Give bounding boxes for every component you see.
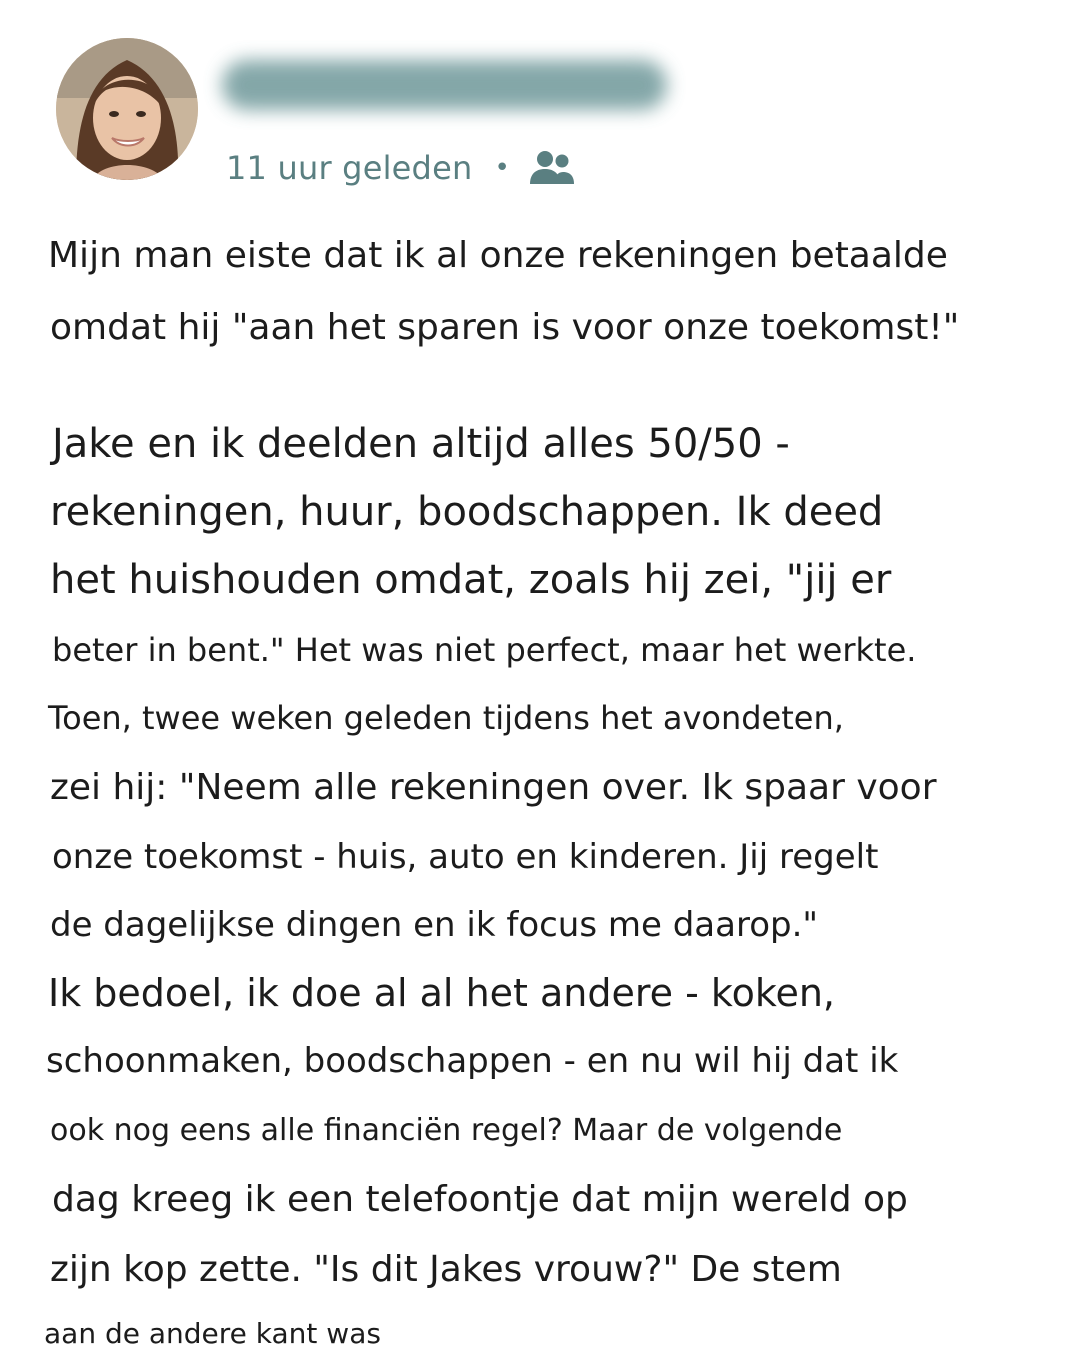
post-text-line: ook nog eens alle financiën regel? Maar de volgende xyxy=(50,1113,843,1148)
post-text-line: dag kreeg ik een telefoontje dat mijn wereld op xyxy=(52,1179,908,1220)
post-text-line: het huishouden omdat, zoals hij zei, "jij er xyxy=(50,557,892,603)
post-text-line: de dagelijkse dingen en ik focus me daarop." xyxy=(50,905,819,945)
post-text-line: aan de andere kant was xyxy=(44,1317,381,1350)
post-text-line: Mijn man eiste dat ik al onze rekeningen betaalde xyxy=(48,235,948,276)
post-text-line: Jake en ik deelden altijd alles 50/50 - xyxy=(52,421,790,467)
meta-separator: • xyxy=(494,153,510,183)
post-timestamp[interactable]: 11 uur geleden xyxy=(226,149,473,187)
post-text-line: Toen, twee weken geleden tijdens het avondeten, xyxy=(48,699,844,737)
post-text-line: omdat hij "aan het sparen is voor onze toekomst!" xyxy=(50,307,960,348)
post-text-line: Ik bedoel, ik doe al al het andere - koken, xyxy=(48,971,836,1015)
post-text-line: zijn kop zette. "Is dit Jakes vrouw?" De stem xyxy=(50,1249,842,1290)
post-text-line: beter in bent." Het was niet perfect, maar het werkte. xyxy=(52,631,917,669)
post-text-line: schoonmaken, boodschappen - en nu wil hij dat ik xyxy=(46,1041,899,1081)
post-text-line: zei hij: "Neem alle rekeningen over. Ik spaar voor xyxy=(50,767,937,808)
post-text-line: onze toekomst - huis, auto en kinderen. Jij regelt xyxy=(52,837,879,877)
post-text-line: rekeningen, huur, boodschappen. Ik deed xyxy=(50,489,884,535)
